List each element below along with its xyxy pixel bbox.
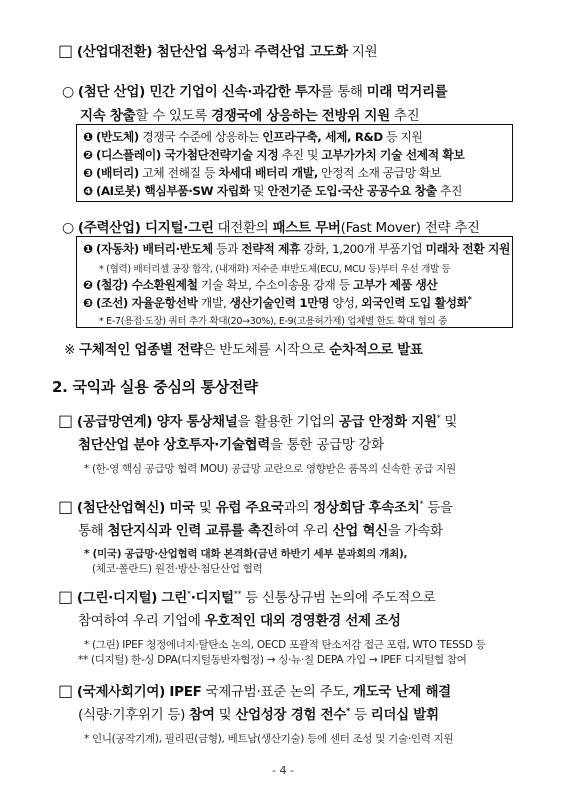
advanced-industry-box <box>76 124 513 202</box>
advanced-innovation-note1: * (미국) 공급망·산업협력 대화 본격화(금년 하반기 세부 분과회의 개최), <box>84 548 408 560</box>
box1-item-ai-robot: ❹ (AI로봇) 핵심부품·SW 자립화 및 안전기준 도입·국산 공공수요 창출 추진 <box>83 184 463 198</box>
box2-item-shipbuilding: ❸ (조선) 자율운항선박 개발, 생산기술인력 1만명 양성, 외국인력 도입 활성화* <box>83 295 472 310</box>
international-contribution-line1: □ (국제사회기여) IPEF 국제규범·표준 논의 주도, 개도국 난제 해결 <box>58 681 451 700</box>
square-bullet-icon: □ <box>58 587 73 606</box>
box2-note-cooperation: * (협력) 배터리셀 공장 합작, (내재화) 저수준 車반도체(ECU, MCU 등)부터 우선 개발 등 <box>99 264 451 275</box>
reference-mark-icon: ※ <box>64 342 76 358</box>
circle-bullet-icon: ○ <box>62 84 74 100</box>
supply-chain-line1: □ (공급망연계) 양자 통상채널을 활용한 기업의 공급 안정화 지원* 및 <box>58 411 458 430</box>
box2-item-steel: ❷ (철강) 수소환원제철 기술 확보, 수소이송용 강재 등 고부가 제품 생산 <box>83 278 438 292</box>
advanced-industry-line1: ○ (첨단 산업) 민간 기업이 신속·과감한 투자를 통해 미래 먹거리를 <box>62 84 448 100</box>
international-contribution-line2: (식량·기후위기 등) 참여 및 산업성장 경험 전수* 등 리더십 발휘 <box>78 706 439 723</box>
advanced-innovation-line2: 통해 첨단지식과 인력 교류를 촉진하여 우리 산업 혁신을 가속화 <box>78 523 443 539</box>
box1-item-battery: ❸ (배터리) 고체 전해질 등 차세대 배터리 개발, 안정적 소재 공급망 확보 <box>83 166 442 180</box>
section-heading-trade-strategy: 2. 국익과 실용 중심의 통상전략 <box>52 378 258 396</box>
green-digital-note2: ** (디지털) 한-싱 DPA(디지털동반자협정) → 싱·뉴·칠 DEPA 가입 → IPEF 디지털협 참여 <box>78 654 467 666</box>
circle-bullet-icon: ○ <box>62 220 74 236</box>
green-digital-line2: 참여하여 우리 기업에 우호적인 대외 경영환경 선제 조성 <box>78 613 401 629</box>
main-industry-box <box>76 236 513 328</box>
square-bullet-icon: □ <box>58 41 73 60</box>
supply-chain-line2: 첨단산업 분야 상호투자·기술협력을 통한 공급망 강화 <box>78 437 384 453</box>
box1-item-display: ❷ (디스플레이) 국가첨단전략기술 지정 추진 및 고부가가치 기술 선제적 확보 <box>83 148 465 162</box>
remark-line: ※ 구체적인 업종별 전략은 반도체를 시작으로 순차적으로 발표 <box>64 342 423 358</box>
advanced-innovation-note2: (체코·폴란드) 원전·방산·첨단산업 협력 <box>92 563 263 575</box>
page-number: - 4 - <box>272 764 294 777</box>
box1-item-semiconductor: ❶ (반도체) 경쟁국 수준에 상응하는 인프라구축, 세제, R&D 등 지원 <box>83 130 423 144</box>
advanced-industry-line2: 지속 창출할 수 있도록 경쟁국에 상응하는 전방위 지원 추진 <box>80 108 420 124</box>
square-bullet-icon: □ <box>58 411 73 430</box>
supply-chain-note: * (한-영 핵심 공급망 협력 MOU) 공급망 교란으로 영향받은 품목의 신속한 공급 지원 <box>84 463 456 475</box>
square-bullet-icon: □ <box>58 681 73 700</box>
box2-note-quota: * E-7(용접·도장) 쿼터 추가 확대(20→30%), E-9(고용허가제) 업체별 한도 확대 협의 중 <box>99 316 447 327</box>
section-industry-transition: □ (산업대전환) 첨단산업 육성과 주력산업 고도화 지원 <box>58 41 378 60</box>
international-contribution-note: * 인니(공작기계), 필리핀(금형), 베트남(생산기술) 등에 센터 조성 및 기술·인력 지원 <box>84 733 454 745</box>
green-digital-note1: * (그린) IPEF 청정에너지·탈탄소 논의, OECD 포괄적 탄소저감 접근 포럼, WTO TESSD 등 <box>84 639 486 651</box>
square-bullet-icon: □ <box>58 497 73 516</box>
main-industry-line: ○ (주력산업) 디지털·그린 대전환의 패스트 무버(Fast Mover) 전략 추진 <box>62 220 480 236</box>
box2-item-automobile: ❶ (자동차) 배터리·반도체 등과 전략적 제휴 강화, 1,200개 부품기업 미래차 전환 지원 <box>83 242 510 256</box>
advanced-innovation-line1: □ (첨단산업혁신) 미국 및 유럽 주요국과의 정상회담 후속조치* 등을 <box>58 497 453 516</box>
green-digital-line1: □ (그린·디지털) 그린*·디지털** 등 신통상규범 논의에 주도적으로 <box>58 587 436 606</box>
